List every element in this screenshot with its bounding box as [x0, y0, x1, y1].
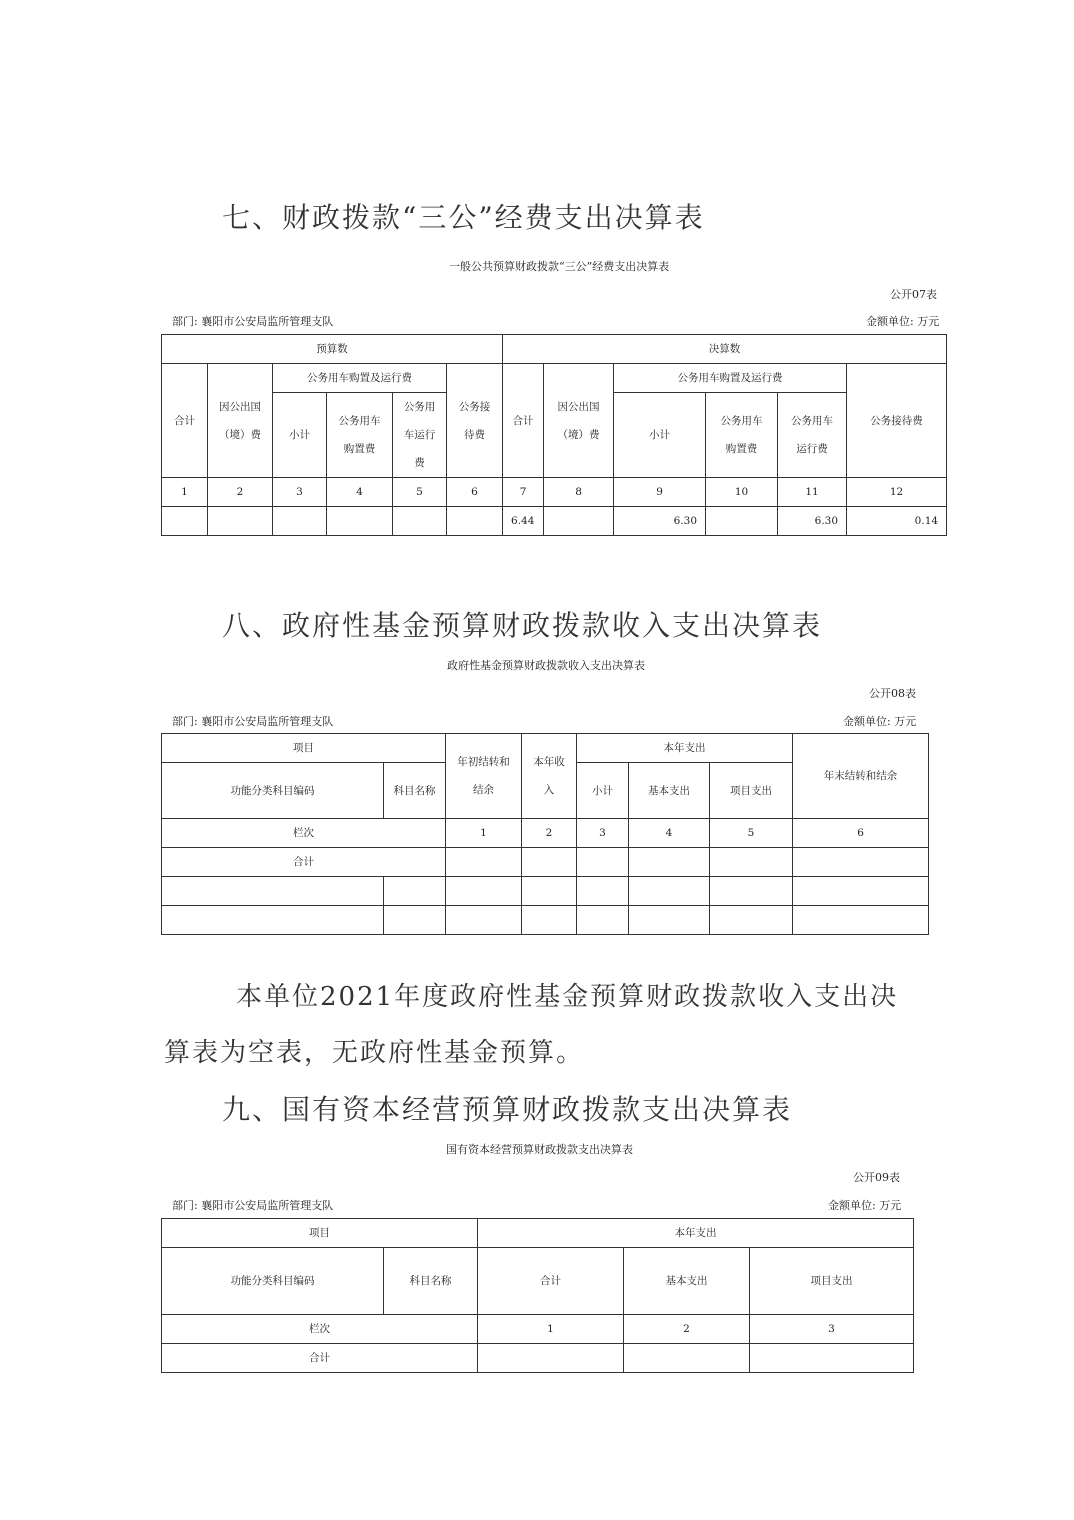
section-8-note-line-1: 本单位2021年度政府性基金预算财政拨款收入支出决 — [236, 982, 899, 1012]
column-number: 4 — [629, 819, 710, 848]
header-final: 决算数 — [503, 335, 947, 364]
column-number: 6 — [447, 478, 503, 507]
header-total: 合计 — [478, 1248, 624, 1315]
header-basic: 基本支出 — [629, 763, 710, 819]
header-item: 项目 — [162, 1219, 478, 1248]
data-cell — [446, 906, 522, 935]
column-number: 1 — [446, 819, 522, 848]
header-subject-name: 科目名称 — [384, 763, 446, 819]
column-number: 2 — [208, 478, 273, 507]
section-7-caption: 一般公共预算财政拨款“三公”经费支出决算表 — [449, 260, 670, 273]
data-cell — [710, 848, 793, 877]
data-cell — [446, 848, 522, 877]
header-car-purchase: 公务用车购置费 — [706, 393, 778, 478]
header-car-purchase: 公务用车购置费 — [327, 393, 393, 478]
header-project: 项目支出 — [750, 1248, 914, 1315]
header-subtotal: 小计 — [273, 393, 327, 478]
header-beginning-balance: 年初结转和结余 — [446, 734, 522, 819]
header-spending: 本年支出 — [577, 734, 793, 763]
data-cell — [393, 507, 447, 536]
header-budget: 预算数 — [162, 335, 503, 364]
data-cell — [162, 507, 208, 536]
header-subtotal: 小计 — [577, 763, 629, 819]
header-total: 合计 — [162, 364, 208, 478]
header-function-code: 功能分类科目编码 — [162, 763, 384, 819]
data-cell — [710, 906, 793, 935]
column-number: 2 — [522, 819, 577, 848]
data-cell — [793, 877, 929, 906]
header-car-running: 公务用车运行费 — [778, 393, 847, 478]
data-cell — [544, 507, 614, 536]
data-cell — [384, 877, 446, 906]
data-cell — [522, 906, 577, 935]
data-cell-total: 6.44 — [503, 507, 544, 536]
three-public-expense-table — [161, 334, 947, 536]
section-8-caption: 政府性基金预算财政拨款收入支出决算表 — [447, 659, 645, 672]
column-number: 4 — [327, 478, 393, 507]
header-income: 本年收入 — [522, 734, 577, 819]
row-label-total: 合计 — [162, 848, 446, 877]
header-car: 公务用车购置及运行费 — [614, 364, 847, 393]
data-cell — [327, 507, 393, 536]
column-number: 9 — [614, 478, 706, 507]
data-cell — [793, 848, 929, 877]
data-cell — [446, 877, 522, 906]
data-cell — [629, 906, 710, 935]
header-item: 项目 — [162, 734, 446, 763]
data-cell — [629, 877, 710, 906]
header-function-code: 功能分类科目编码 — [162, 1248, 384, 1315]
header-project: 项目支出 — [710, 763, 793, 819]
section-7-form-number: 公开07表 — [890, 288, 937, 301]
row-label-lanci: 栏次 — [162, 1315, 478, 1344]
section-7-department: 部门: 襄阳市公安局监所管理支队 — [172, 315, 334, 328]
section-8-unit: 金额单位: 万元 — [843, 715, 917, 728]
data-cell — [706, 507, 778, 536]
header-total: 合计 — [503, 364, 544, 478]
data-cell — [162, 877, 384, 906]
header-reception: 公务接待费 — [447, 364, 503, 478]
header-subtotal: 小计 — [614, 393, 706, 478]
column-number: 2 — [624, 1315, 750, 1344]
header-car: 公务用车购置及运行费 — [273, 364, 447, 393]
data-cell — [629, 848, 710, 877]
data-cell — [750, 1344, 914, 1373]
section-9-caption: 国有资本经营预算财政拨款支出决算表 — [446, 1143, 633, 1156]
section-7-title: 七、财政拨款“三公”经费支出决算表 — [222, 201, 705, 234]
column-number: 10 — [706, 478, 778, 507]
column-number: 7 — [503, 478, 544, 507]
data-cell — [478, 1344, 624, 1373]
data-cell — [522, 848, 577, 877]
header-ending-balance: 年末结转和结余 — [793, 734, 929, 819]
section-8-note-line-2: 算表为空表，无政府性基金预算。 — [164, 1038, 585, 1068]
data-cell — [208, 507, 273, 536]
data-cell-car-running: 6.30 — [778, 507, 847, 536]
state-capital-table — [161, 1218, 914, 1373]
data-cell — [273, 507, 327, 536]
header-spending: 本年支出 — [478, 1219, 914, 1248]
data-cell — [710, 877, 793, 906]
data-cell — [624, 1344, 750, 1373]
data-cell — [577, 906, 629, 935]
section-8-form-number: 公开08表 — [869, 687, 916, 700]
column-number: 1 — [162, 478, 208, 507]
data-cell-reception: 0.14 — [847, 507, 947, 536]
column-number: 3 — [577, 819, 629, 848]
data-cell — [577, 848, 629, 877]
section-8-department: 部门: 襄阳市公安局监所管理支队 — [172, 715, 334, 728]
data-cell-car-subtotal: 6.30 — [614, 507, 706, 536]
row-label-total: 合计 — [162, 1344, 478, 1373]
column-number: 5 — [393, 478, 447, 507]
header-reception: 公务接待费 — [847, 364, 947, 478]
header-subject-name: 科目名称 — [384, 1248, 478, 1315]
section-7-unit: 金额单位: 万元 — [866, 315, 940, 328]
header-abroad: 因公出国（境）费 — [208, 364, 273, 478]
header-abroad: 因公出国（境）费 — [544, 364, 614, 478]
column-number: 8 — [544, 478, 614, 507]
data-cell — [577, 877, 629, 906]
data-cell — [447, 507, 503, 536]
header-basic: 基本支出 — [624, 1248, 750, 1315]
data-cell — [793, 906, 929, 935]
column-number: 3 — [273, 478, 327, 507]
column-number: 11 — [778, 478, 847, 507]
column-number: 12 — [847, 478, 947, 507]
section-9-department: 部门: 襄阳市公安局监所管理支队 — [172, 1199, 334, 1212]
section-9-form-number: 公开09表 — [853, 1171, 900, 1184]
section-8-title: 八、政府性基金预算财政拨款收入支出决算表 — [222, 609, 823, 642]
section-9-title: 九、国有资本经营预算财政拨款支出决算表 — [222, 1093, 793, 1126]
section-9-unit: 金额单位: 万元 — [828, 1199, 902, 1212]
government-fund-table — [161, 733, 929, 935]
column-number: 5 — [710, 819, 793, 848]
data-cell — [384, 906, 446, 935]
column-number: 6 — [793, 819, 929, 848]
column-number: 3 — [750, 1315, 914, 1344]
data-cell — [522, 877, 577, 906]
row-label-lanci: 栏次 — [162, 819, 446, 848]
header-car-running: 公务用车运行费 — [393, 393, 447, 478]
data-cell — [162, 906, 384, 935]
column-number: 1 — [478, 1315, 624, 1344]
